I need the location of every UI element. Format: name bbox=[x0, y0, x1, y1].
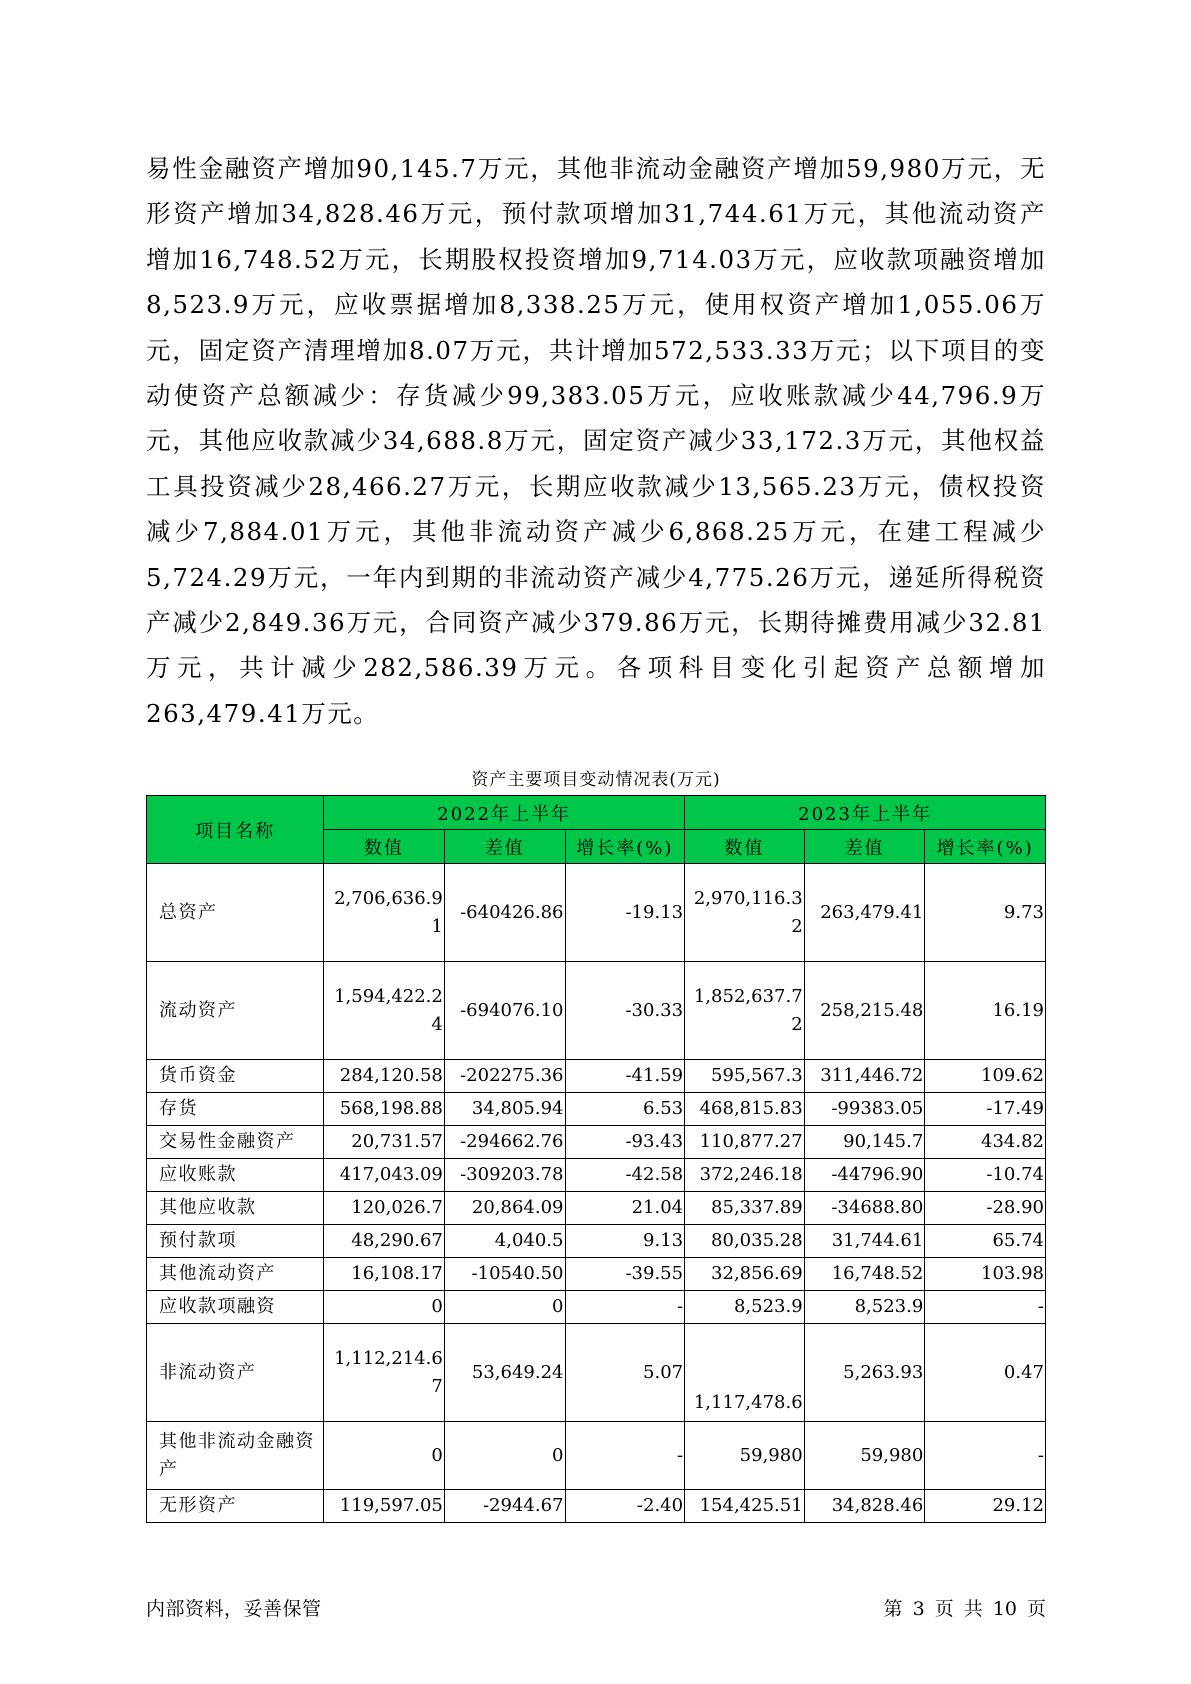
table-row bbox=[147, 1126, 1046, 1159]
header-growth-2023: 增长率(%) bbox=[925, 830, 1046, 864]
asset-change-table bbox=[146, 795, 1046, 1523]
cell-diff-2022: -2944.67 bbox=[444, 1490, 565, 1523]
cell-value-2023: 154,425.51 bbox=[685, 1490, 805, 1523]
cell-diff-2023: 90,145.7 bbox=[804, 1126, 925, 1159]
table-row bbox=[147, 1490, 1046, 1523]
cell-value-2022: 284,120.58 bbox=[324, 1060, 445, 1093]
cell-growth-2022: -42.58 bbox=[565, 1159, 685, 1192]
cell-growth-2022: -41.59 bbox=[565, 1060, 685, 1093]
cell-value-2023: 110,877.27 bbox=[685, 1126, 805, 1159]
cell-value-2023: 1,852,637.72 bbox=[685, 962, 805, 1060]
cell-growth-2023: -28.90 bbox=[925, 1192, 1046, 1225]
cell-value-2022: 20,731.57 bbox=[324, 1126, 445, 1159]
cell-diff-2022: -294662.76 bbox=[444, 1126, 565, 1159]
table-row bbox=[147, 962, 1046, 1060]
cell-growth-2023: - bbox=[925, 1422, 1046, 1490]
row-name: 预付款项 bbox=[147, 1225, 324, 1258]
cell-growth-2023: 16.19 bbox=[925, 962, 1046, 1060]
cell-diff-2022: 0 bbox=[444, 1291, 565, 1324]
cell-growth-2023: 65.74 bbox=[925, 1225, 1046, 1258]
cell-growth-2022: -93.43 bbox=[565, 1126, 685, 1159]
row-name: 非流动资产 bbox=[147, 1324, 324, 1422]
table-row bbox=[147, 1192, 1046, 1225]
cell-growth-2023: -17.49 bbox=[925, 1093, 1046, 1126]
cell-diff-2023: -34688.80 bbox=[804, 1192, 925, 1225]
cell-diff-2023: 31,744.61 bbox=[804, 1225, 925, 1258]
cell-diff-2023: 8,523.9 bbox=[804, 1291, 925, 1324]
row-name: 其他流动资产 bbox=[147, 1258, 324, 1291]
cell-diff-2022: -309203.78 bbox=[444, 1159, 565, 1192]
row-name: 应收款项融资 bbox=[147, 1291, 324, 1324]
cell-growth-2022: - bbox=[565, 1422, 685, 1490]
cell-value-2023: 2,970,116.32 bbox=[685, 864, 805, 962]
cell-value-2022: 568,198.88 bbox=[324, 1093, 445, 1126]
cell-growth-2022: -2.40 bbox=[565, 1490, 685, 1523]
cell-diff-2023: 258,215.48 bbox=[804, 962, 925, 1060]
cell-diff-2023: -99383.05 bbox=[804, 1093, 925, 1126]
row-name: 其他应收款 bbox=[147, 1192, 324, 1225]
row-name: 无形资产 bbox=[147, 1490, 324, 1523]
cell-growth-2023: 103.98 bbox=[925, 1258, 1046, 1291]
cell-growth-2022: - bbox=[565, 1291, 685, 1324]
cell-value-2022: 1,594,422.24 bbox=[324, 962, 445, 1060]
row-name: 其他非流动金融资产 bbox=[147, 1422, 324, 1490]
header-period-2022: 2022年上半年 bbox=[324, 796, 685, 830]
cell-diff-2023: 311,446.72 bbox=[804, 1060, 925, 1093]
header-value-2023: 数值 bbox=[685, 830, 805, 864]
cell-value-2022: 120,026.7 bbox=[324, 1192, 445, 1225]
table-row bbox=[147, 1324, 1046, 1422]
table-row bbox=[147, 1060, 1046, 1093]
header-growth-2022: 增长率(%) bbox=[565, 830, 685, 864]
cell-diff-2023: 263,479.41 bbox=[804, 864, 925, 962]
cell-diff-2022: 0 bbox=[444, 1422, 565, 1490]
cell-value-2022: 0 bbox=[324, 1291, 445, 1324]
cell-growth-2022: -39.55 bbox=[565, 1258, 685, 1291]
footer-page-number: 第 3 页 共 10 页 bbox=[883, 1598, 1046, 1620]
cell-diff-2023: 16,748.52 bbox=[804, 1258, 925, 1291]
cell-value-2023: 32,856.69 bbox=[685, 1258, 805, 1291]
header-period-2023: 2023年上半年 bbox=[685, 796, 1046, 830]
cell-value-2023: 595,567.3 bbox=[685, 1060, 805, 1093]
cell-growth-2022: 5.07 bbox=[565, 1324, 685, 1422]
cell-diff-2023: -44796.90 bbox=[804, 1159, 925, 1192]
cell-value-2023: 59,980 bbox=[685, 1422, 805, 1490]
row-name: 存货 bbox=[147, 1093, 324, 1126]
cell-growth-2022: -30.33 bbox=[565, 962, 685, 1060]
cell-diff-2023: 59,980 bbox=[804, 1422, 925, 1490]
cell-value-2022: 119,597.05 bbox=[324, 1490, 445, 1523]
cell-value-2022: 417,043.09 bbox=[324, 1159, 445, 1192]
cell-diff-2022: 34,805.94 bbox=[444, 1093, 565, 1126]
cell-growth-2023: 109.62 bbox=[925, 1060, 1046, 1093]
header-diff-2022: 差值 bbox=[444, 830, 565, 864]
cell-value-2022: 0 bbox=[324, 1422, 445, 1490]
cell-growth-2022: 9.13 bbox=[565, 1225, 685, 1258]
cell-value-2022: 48,290.67 bbox=[324, 1225, 445, 1258]
cell-diff-2022: -640426.86 bbox=[444, 864, 565, 962]
cell-growth-2023: -10.74 bbox=[925, 1159, 1046, 1192]
cell-value-2023: 372,246.18 bbox=[685, 1159, 805, 1192]
cell-diff-2023: 5,263.93 bbox=[804, 1324, 925, 1422]
cell-growth-2022: 6.53 bbox=[565, 1093, 685, 1126]
table-row bbox=[147, 1093, 1046, 1126]
row-name: 货币资金 bbox=[147, 1060, 324, 1093]
cell-diff-2022: -202275.36 bbox=[444, 1060, 565, 1093]
cell-diff-2022: 4,040.5 bbox=[444, 1225, 565, 1258]
cell-growth-2023: - bbox=[925, 1291, 1046, 1324]
cell-diff-2022: 20,864.09 bbox=[444, 1192, 565, 1225]
table-row bbox=[147, 1422, 1046, 1490]
cell-growth-2022: -19.13 bbox=[565, 864, 685, 962]
table-caption: 资产主要项目变动情况表(万元) bbox=[471, 770, 721, 790]
table-row bbox=[147, 1225, 1046, 1258]
row-name: 应收账款 bbox=[147, 1159, 324, 1192]
cell-diff-2022: -694076.10 bbox=[444, 962, 565, 1060]
cell-growth-2022: 21.04 bbox=[565, 1192, 685, 1225]
cell-growth-2023: 434.82 bbox=[925, 1126, 1046, 1159]
header-diff-2023: 差值 bbox=[804, 830, 925, 864]
table-row bbox=[147, 864, 1046, 962]
footer-confidential-note: 内部资料，妥善保管 bbox=[146, 1598, 322, 1620]
cell-value-2022: 1,112,214.67 bbox=[324, 1324, 445, 1422]
table-row bbox=[147, 1291, 1046, 1324]
cell-growth-2023: 0.47 bbox=[925, 1324, 1046, 1422]
cell-diff-2023: 34,828.46 bbox=[804, 1490, 925, 1523]
cell-value-2023: 85,337.89 bbox=[685, 1192, 805, 1225]
header-item-name: 项目名称 bbox=[147, 796, 324, 864]
row-name: 交易性金融资产 bbox=[147, 1126, 324, 1159]
cell-value-2023: 8,523.9 bbox=[685, 1291, 805, 1324]
header-value-2022: 数值 bbox=[324, 830, 445, 864]
cell-value-2022: 2,706,636.91 bbox=[324, 864, 445, 962]
cell-diff-2022: -10540.50 bbox=[444, 1258, 565, 1291]
cell-value-2023: 468,815.83 bbox=[685, 1093, 805, 1126]
table-row bbox=[147, 1159, 1046, 1192]
table-row bbox=[147, 1258, 1046, 1291]
body-paragraph: 易性金融资产增加90,145.7万元，其他非流动金融资产增加59,980万元，无形资产增加34,828.46万元，预付款项增加31,744.61万元，其他流动资产增加16,748.52万元，长期股权投资增加9,714.03万元，应收款项融资增加8,523.9万元，应收票据增加8,338.25万元，使用权资产增加1,055.06万元，固定资产清理增加8.07万元，共计增加572,533.33万元；以下项目的变动使资产总额减少：存货减少99,383.05万元，应收账款减少44,796.9万元，其他应收款减少34,688.8万元，固定资产减少33,172.3万元，其他权益工具投资减少28,466.27万元，长期应收款减少13,565.23万元，债权投资减少7,884.01万元，其他非流动资产减少6,868.25万元，在建工程减少5,724.29万元，一年内到期的非流动资产减少4,775.26万元，递延所得税资产减少2,849.36万元，合同资产减少379.86万元，长期待摊费用减少32.81万元，共计减少282,586.39万元。各项科目变化引起资产总额增加263,479.41万元。 bbox=[146, 154, 1046, 728]
cell-value-2023: 80,035.28 bbox=[685, 1225, 805, 1258]
cell-growth-2023: 29.12 bbox=[925, 1490, 1046, 1523]
row-name: 总资产 bbox=[147, 864, 324, 962]
row-name: 流动资产 bbox=[147, 962, 324, 1060]
cell-value-2023: 1,117,478.6 bbox=[685, 1324, 805, 1422]
cell-diff-2022: 53,649.24 bbox=[444, 1324, 565, 1422]
cell-value-2022: 16,108.17 bbox=[324, 1258, 445, 1291]
cell-growth-2023: 9.73 bbox=[925, 864, 1046, 962]
